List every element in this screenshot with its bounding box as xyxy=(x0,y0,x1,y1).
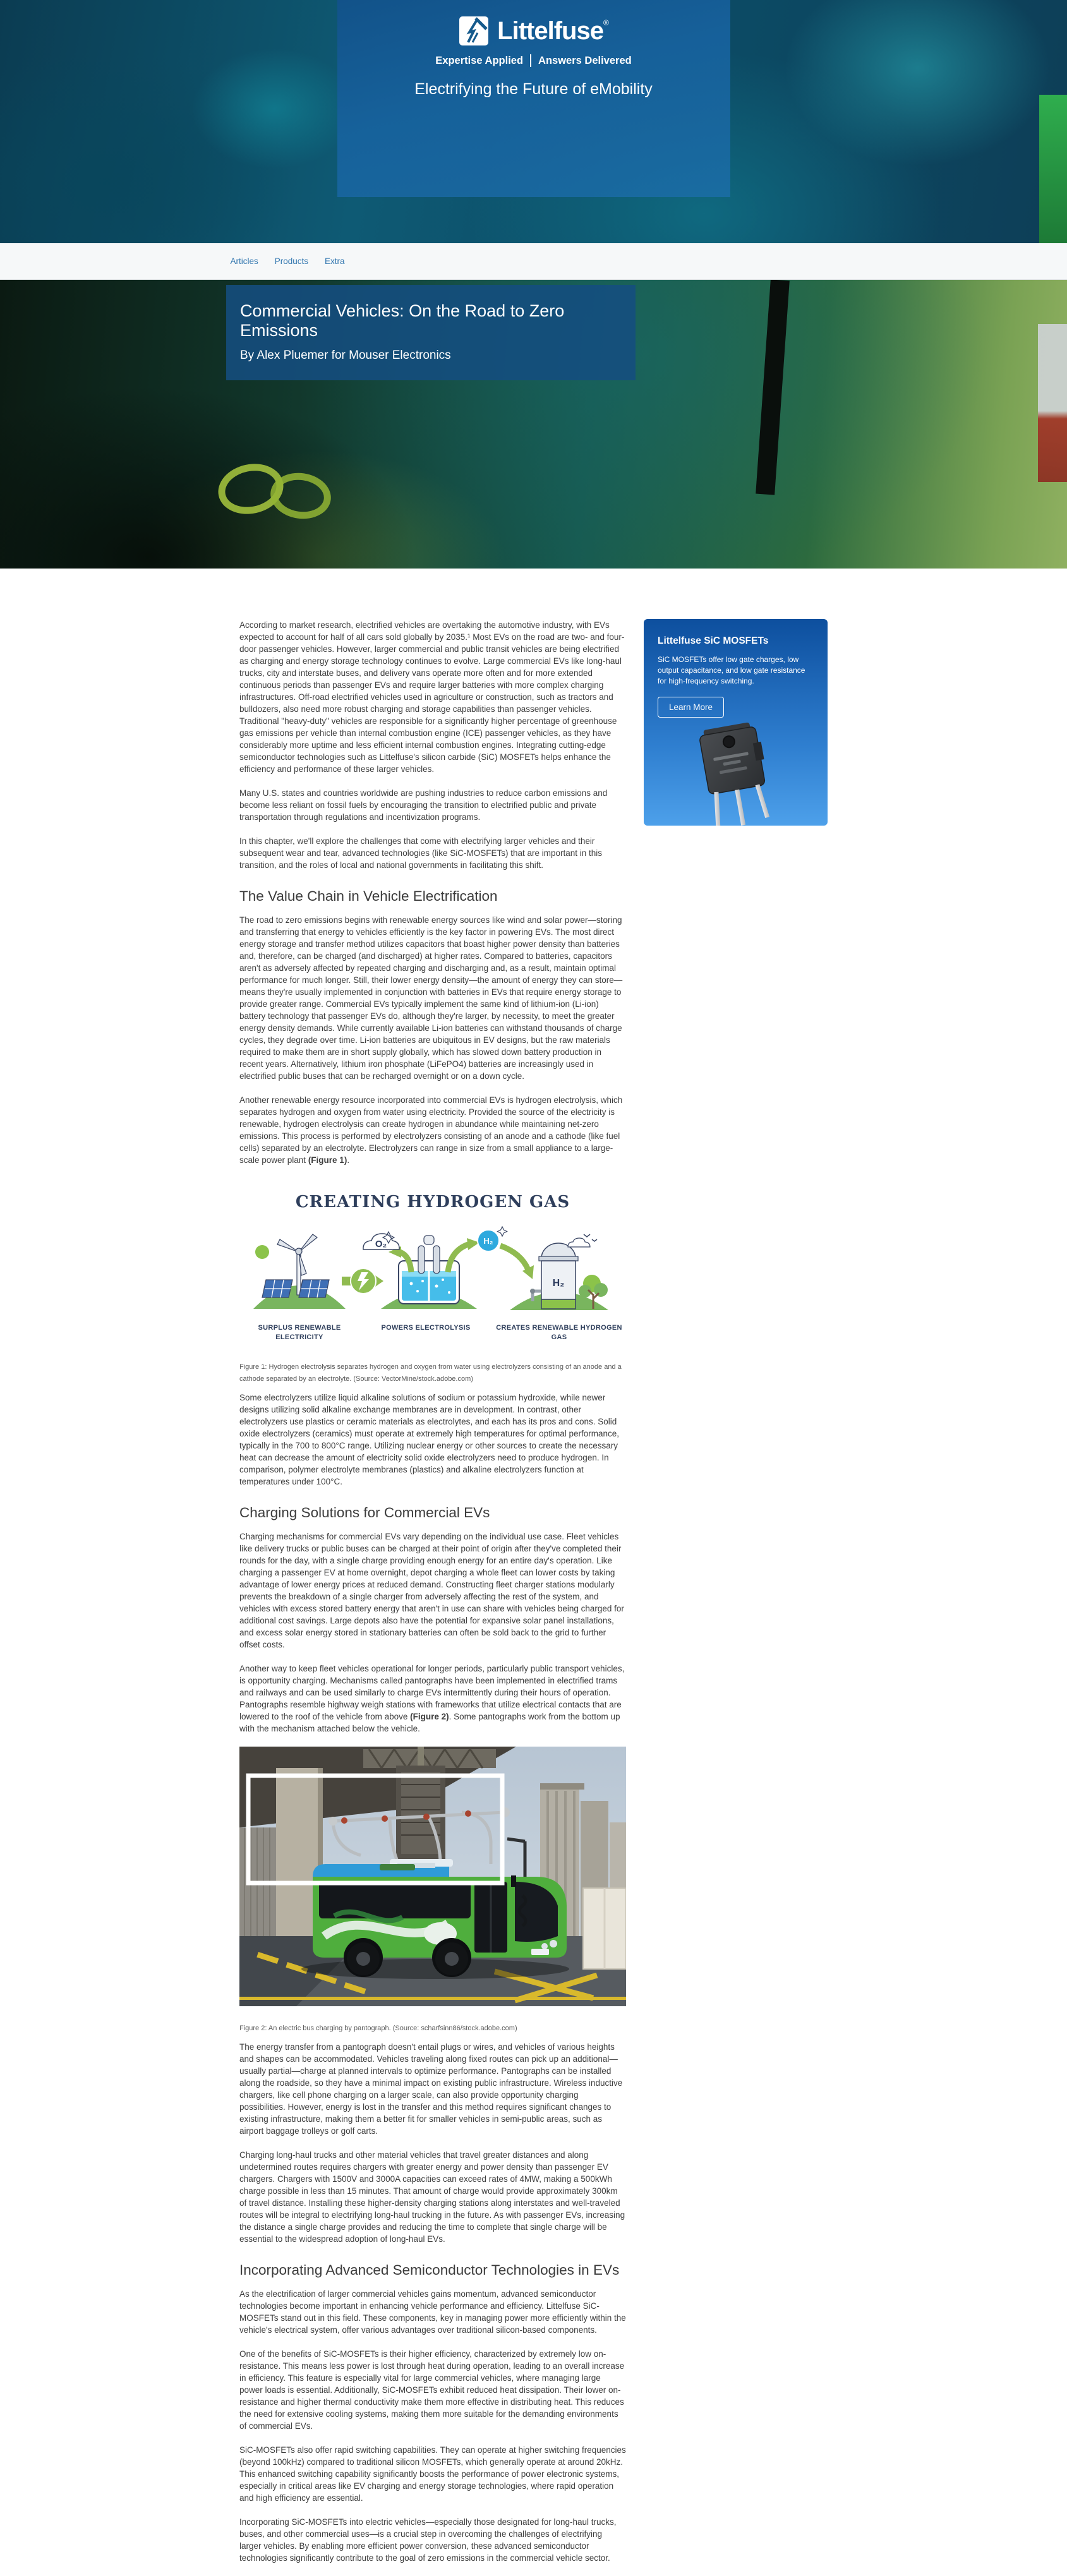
article-paragraph: The road to zero emissions begins with renewable energy sources like wind and solar power—storing and transferring that energy to vehicles efficiently is the key factor in powering EVs. The most direct energy storage and transfer method utilizes capacitors that boast higher power density than batteries and, therefore, can be charged (and discharged) at higher rates. Compared to batteries, capacitors aren't as adversely affected by repeated charging and discharging and, as a result, maintain optimal performance for much longer. Still, their lower energy density—the amount of energy they can store—means they're usually implemented in conjunction with batteries in EVs that require energy storage to provide greater range. Commercial EVs typically implement the same kind of lithium-ion (Li-ion) battery technology that passenger EVs do, although they're larger, by necessity, to meet the greater energy density demands. While currently available Li-ion batteries can withstand thousands of charge cycles, they degrade over time. Li-ion batteries are ubiquitous in EV designs, but the raw materials required to make them are in short supply globally, which has slowed down battery production in recent years. Alternatively, lithium iron phosphate (LiFePO4) batteries are increasingly used in electrified public buses that can be recharged overnight or on a down cycle. xyxy=(239,915,623,1081)
top-hero-photo xyxy=(0,0,1067,243)
article-byline: By Alex Pluemer for Mouser Electronics xyxy=(240,349,451,362)
h2-tank-label: H₂ xyxy=(552,1278,565,1289)
figure-1 xyxy=(239,1193,626,1385)
article-paragraph: Charging long-haul trucks and other material vehicles that travel greater distances and along undetermined routes requires chargers with greater energy and power density than passenger EV chargers. Chargers with 1500V and 3000A capacities can exceed rates of 4MW, making a 500kWh charge possible in less than 15 minutes. That amount of charge would provide approximately 300km of travel distance. Installing these higher-density charging stations along interstates and well-traveled routes will be integral to electrifying long-haul trucking in the future. As with passenger EVs, increasing the distance a single charge provides and reducing the time to complete that single charge will be essential to the widespread adoption of long-haul EVs. xyxy=(239,2150,625,2244)
article-hero-photo xyxy=(0,280,1067,569)
littelfuse-lightning-icon xyxy=(459,16,489,46)
nav-link-products[interactable]: Products xyxy=(274,256,309,266)
article-paragraph: As the electrification of larger commercial vehicles gains momentum, advanced semiconductor technologies become important in enhancing vehicle performance and efficiency. Littelfuse SiC-MOSFETs stand out in this field. These components, key in managing power more efficiently within the vehicle's electrical system, offer various advantages over traditional silicon-based components. xyxy=(239,2289,626,2335)
tagline-left: Expertise Applied xyxy=(435,54,524,66)
article-paragraph: One of the benefits of SiC-MOSFETs is their higher efficiency, characterized by extremely low on-resistance. This means less power is lost through heat during operation, leading to an overall increase in efficiency. This feature is especially vital for large commercial vehicles, where managing large power loads is essential. Additionally, SiC-MOSFETs exhibit reduced heat dissipation. Their lower on-resistance and higher thermal conductivity make them more effective in distributing heat. This reduces the need for extensive cooling systems, making them more suitable for the demanding environments of commercial EVs. xyxy=(239,2349,625,2431)
paragraph-text: Another way to keep fleet vehicles operational for longer periods, particularly public transport vehicles, is opportunity charging. Mechanisms called pantographs have been implemented in electrified trams and railways and can be used similarly to charge EVs intermittently during their hours of operation. Pantographs resemble highway weigh stations with frameworks that utilize electrical contacts that are lowered to the roof of the vehicle from above xyxy=(239,1664,625,1721)
nav-link-articles[interactable]: Articles xyxy=(230,256,258,266)
electric-bus-photo xyxy=(239,1747,626,2006)
main-navigation xyxy=(0,243,1067,280)
article-paragraph xyxy=(239,1663,626,1735)
article-paragraph: In this chapter, we'll explore the challenges that come with electrifying larger vehicles and their subsequent wear and tear, advanced technologies (like SiC-MOSFETs) that are important in this transition, and the roles of local and national governments in facilitating this shift. xyxy=(239,836,603,870)
photo-green-strip xyxy=(1039,95,1067,243)
article-title-overlay xyxy=(226,285,636,380)
stage-label-electrolysis: POWERS ELECTROLYSIS xyxy=(381,1324,471,1332)
tagline-right: Answers Delivered xyxy=(538,54,632,66)
brand-tagline xyxy=(337,54,730,67)
photo-background-vehicle xyxy=(1038,324,1067,482)
mosfet-product-image xyxy=(658,720,814,826)
article-paragraph xyxy=(239,1094,626,1166)
photo-highlight xyxy=(192,49,356,169)
stage-label-renewable: SURPLUS RENEWABLE ELECTRICITY xyxy=(258,1324,341,1341)
figure-2 xyxy=(239,1747,626,2035)
promo-title: Littelfuse SiC MOSFETs xyxy=(658,635,769,646)
figure-1-title: CREATING HYDROGEN GAS xyxy=(295,1193,570,1212)
figure-1-caption: Figure 1: Hydrogen electrolysis separates hydrogen and oxygen from water using electrolyzers consisting of an anode and a cathode separated by an electrolyte. (Source: VectorMine/stock.adobe.com) xyxy=(239,1363,622,1383)
section-heading-charging: Charging Solutions for Commercial EVs xyxy=(239,1505,490,1520)
nav-link-extra[interactable]: Extra xyxy=(325,256,345,266)
stage-label-hydrogen: CREATES RENEWABLE HYDROGEN GAS xyxy=(496,1324,622,1341)
article-paragraph: Many U.S. states and countries worldwide are pushing industries to reduce carbon emissions and become less reliant on fossil fuels by encouraging the transition to electrified public and private transportation through regulations and incentivization programs. xyxy=(239,788,608,822)
registered-mark: ® xyxy=(603,18,608,27)
h2-bubble-label: H₂ xyxy=(483,1236,493,1246)
article-title: Commercial Vehicles: On the Road to Zero Emissions xyxy=(240,301,565,340)
learn-more-button[interactable]: Learn More xyxy=(658,697,724,718)
article-paragraph: Charging mechanisms for commercial EVs vary depending on the individual use case. Fleet vehicles like delivery trucks or public buses can be charged at their point of origin after they've completed their rounds for the day, with a single charge providing enough energy for an entire day's operation. Like charging a passenger EV at home overnight, depot charging a whole fleet can lower costs by taking advantage of lower energy prices at reduced demand. Constructing fleet charger stations modularly prevents the breakdown of a single charger from adversely affecting the rest of the system, and vehicles with excess stored battery energy that aren't in use can share with vehicles being charged for additional cost savings. Large depots also have the potential for expansive solar panel installations, and excess solar energy stored in stationary batteries can often be sold back to the grid to further offset costs. xyxy=(239,1532,624,1649)
article-body xyxy=(239,619,626,2576)
figure-2-reference: (Figure 2) xyxy=(410,1712,449,1721)
paragraph-text: Another renewable energy resource incorporated into commercial EVs is hydrogen electrolysis, which separates hydrogen and oxygen from water using electricity. Provided the source of the electricity is renewable, hydrogen electrolysis can create hydrogen in abundance while maintaining net-zero emissions. This process is performed by electrolyzers consisting of an anode and a cathode (like fuel cells) separated by an electrolyte. Electrolyzers can range in size from a small appliance to a large-scale power plant xyxy=(239,1095,623,1165)
paragraph-text: . Some pantographs work from the bottom up with the mechanism attached below the vehicle. xyxy=(239,1712,620,1733)
banner-headline: Electrifying the Future of eMobility xyxy=(414,80,653,98)
promo-description: SiC MOSFETs offer low gate charges, low output capacitance, and low gate resistance for high-frequency switching. xyxy=(658,655,805,685)
article-paragraph: According to market research, electrified vehicles are overtaking the automotive industry, with EVs expected to account for half of all cars sold globally by 2035.¹ Most EVs on the road are two- and four-door passenger vehicles. However, larger commercial and public transit vehicles are being electrified as charging and energy storage technology continues to evolve. Large commercial EVs like long-haul trucks, city and interstate buses, and delivery vans operate more often and for more extended continuous periods than passenger EVs and require larger batteries with more complex charging infrastructures. Off-road electrified vehicles used in agriculture or construction, such as tractors and bulldozers, also need more robust charging and storage capabilities than passenger vehicles. Traditional "heavy-duty" vehicles are responsible for a significantly higher percentage of greenhouse gas emissions per vehicle than internal combustion engine (ICE) passenger vehicles, as they have considerably more uptime and less efficient internal combustion engines. Integrating cutting-edge semiconductor technologies such as Littelfuse's silicon carbide (SiC) MOSFETs helps enhance the efficiency and performance of these larger vehicles. xyxy=(239,620,625,774)
photo-cable-post xyxy=(756,280,790,495)
figure-2-caption: Figure 2: An electric bus charging by pantograph. (Source: scharfsinn86/stock.adobe.com) xyxy=(239,2025,517,2032)
page-content xyxy=(239,569,828,2576)
paragraph-text: . xyxy=(347,1155,350,1165)
section-heading-semiconductors: Incorporating Advanced Semiconductor Technologies in EVs xyxy=(239,2262,620,2278)
article-paragraph: The energy transfer from a pantograph doesn't entail plugs or wires, and vehicles of various heights and shapes can be accommodated. Vehicles traveling along fixed routes can pick up an additional—usually partial—charge at planned intervals to optimize performance. Pantographs can be installed along the roadside, so they have a minimal impact on existing public infrastructure. Wireless inductive chargers, like cell phone charging on a larger scale, can also provide opportunity charging possibilities. However, energy is lost in the transfer and this method requires significant changes to existing infrastructure, making them a better fit for smaller vehicles in semi-public areas, such as airport baggage trolleys or golf carts. xyxy=(239,2042,623,2136)
figure-1-reference: (Figure 1) xyxy=(308,1155,347,1165)
o2-label: O₂ xyxy=(375,1239,387,1249)
figure-1-stage-labels xyxy=(239,1323,626,1342)
section-heading-value-chain: The Value Chain in Vehicle Electrification xyxy=(239,888,498,904)
article-paragraph: Some electrolyzers utilize liquid alkaline solutions of sodium or potassium hydroxide, while newer designs utilizing solid alkaline exchange membranes are in development. In contrast, other electrolyzers use plastics or ceramic materials as electrolytes, and each has its pros and cons. Solid oxide electrolyzers (ceramics) must operate at extremely high temperatures for optimal performance, typically in the 700 to 800°C range. Utilizing nuclear energy or other sources to create the necessary heat can decrease the amount of electricity solid oxide electrolyzers need to produce hydrogen. In comparison, polymer electrolyte membranes (plastics) and alkaline electrolyzers function at temperatures under 100°C. xyxy=(239,1393,619,1486)
brand-logo xyxy=(337,0,730,46)
article-paragraph: Incorporating SiC-MOSFETs into electric vehicles—especially those designated for long-haul trucks, buses, and other commercial uses—is a crucial step in overcoming the challenges of electrifying larger vehicles. By enabling more efficient power conversion, these advanced semiconductor technologies significantly contribute to the goal of zero emissions in the commercial vehicle sector. xyxy=(239,2517,617,2563)
tagline-divider xyxy=(530,54,531,67)
brand-banner xyxy=(337,0,730,197)
article-paragraph: SiC-MOSFETs also offer rapid switching capabilities. They can operate at higher switching frequencies (beyond 100kHz) compared to traditional silicon MOSFETs, which generally operate at around 20kHz. This enhanced switching capability significantly boosts the performance of power electronic systems, especially in critical areas like EV charging and energy storage technologies, where rapid operation and high efficiency are essential. xyxy=(239,2445,626,2503)
sic-mosfet-promo-card xyxy=(644,619,828,826)
sidebar xyxy=(644,619,828,826)
brand-wordmark: Littelfuse® xyxy=(497,17,608,45)
hydrogen-gas-illustration xyxy=(239,1220,626,1316)
